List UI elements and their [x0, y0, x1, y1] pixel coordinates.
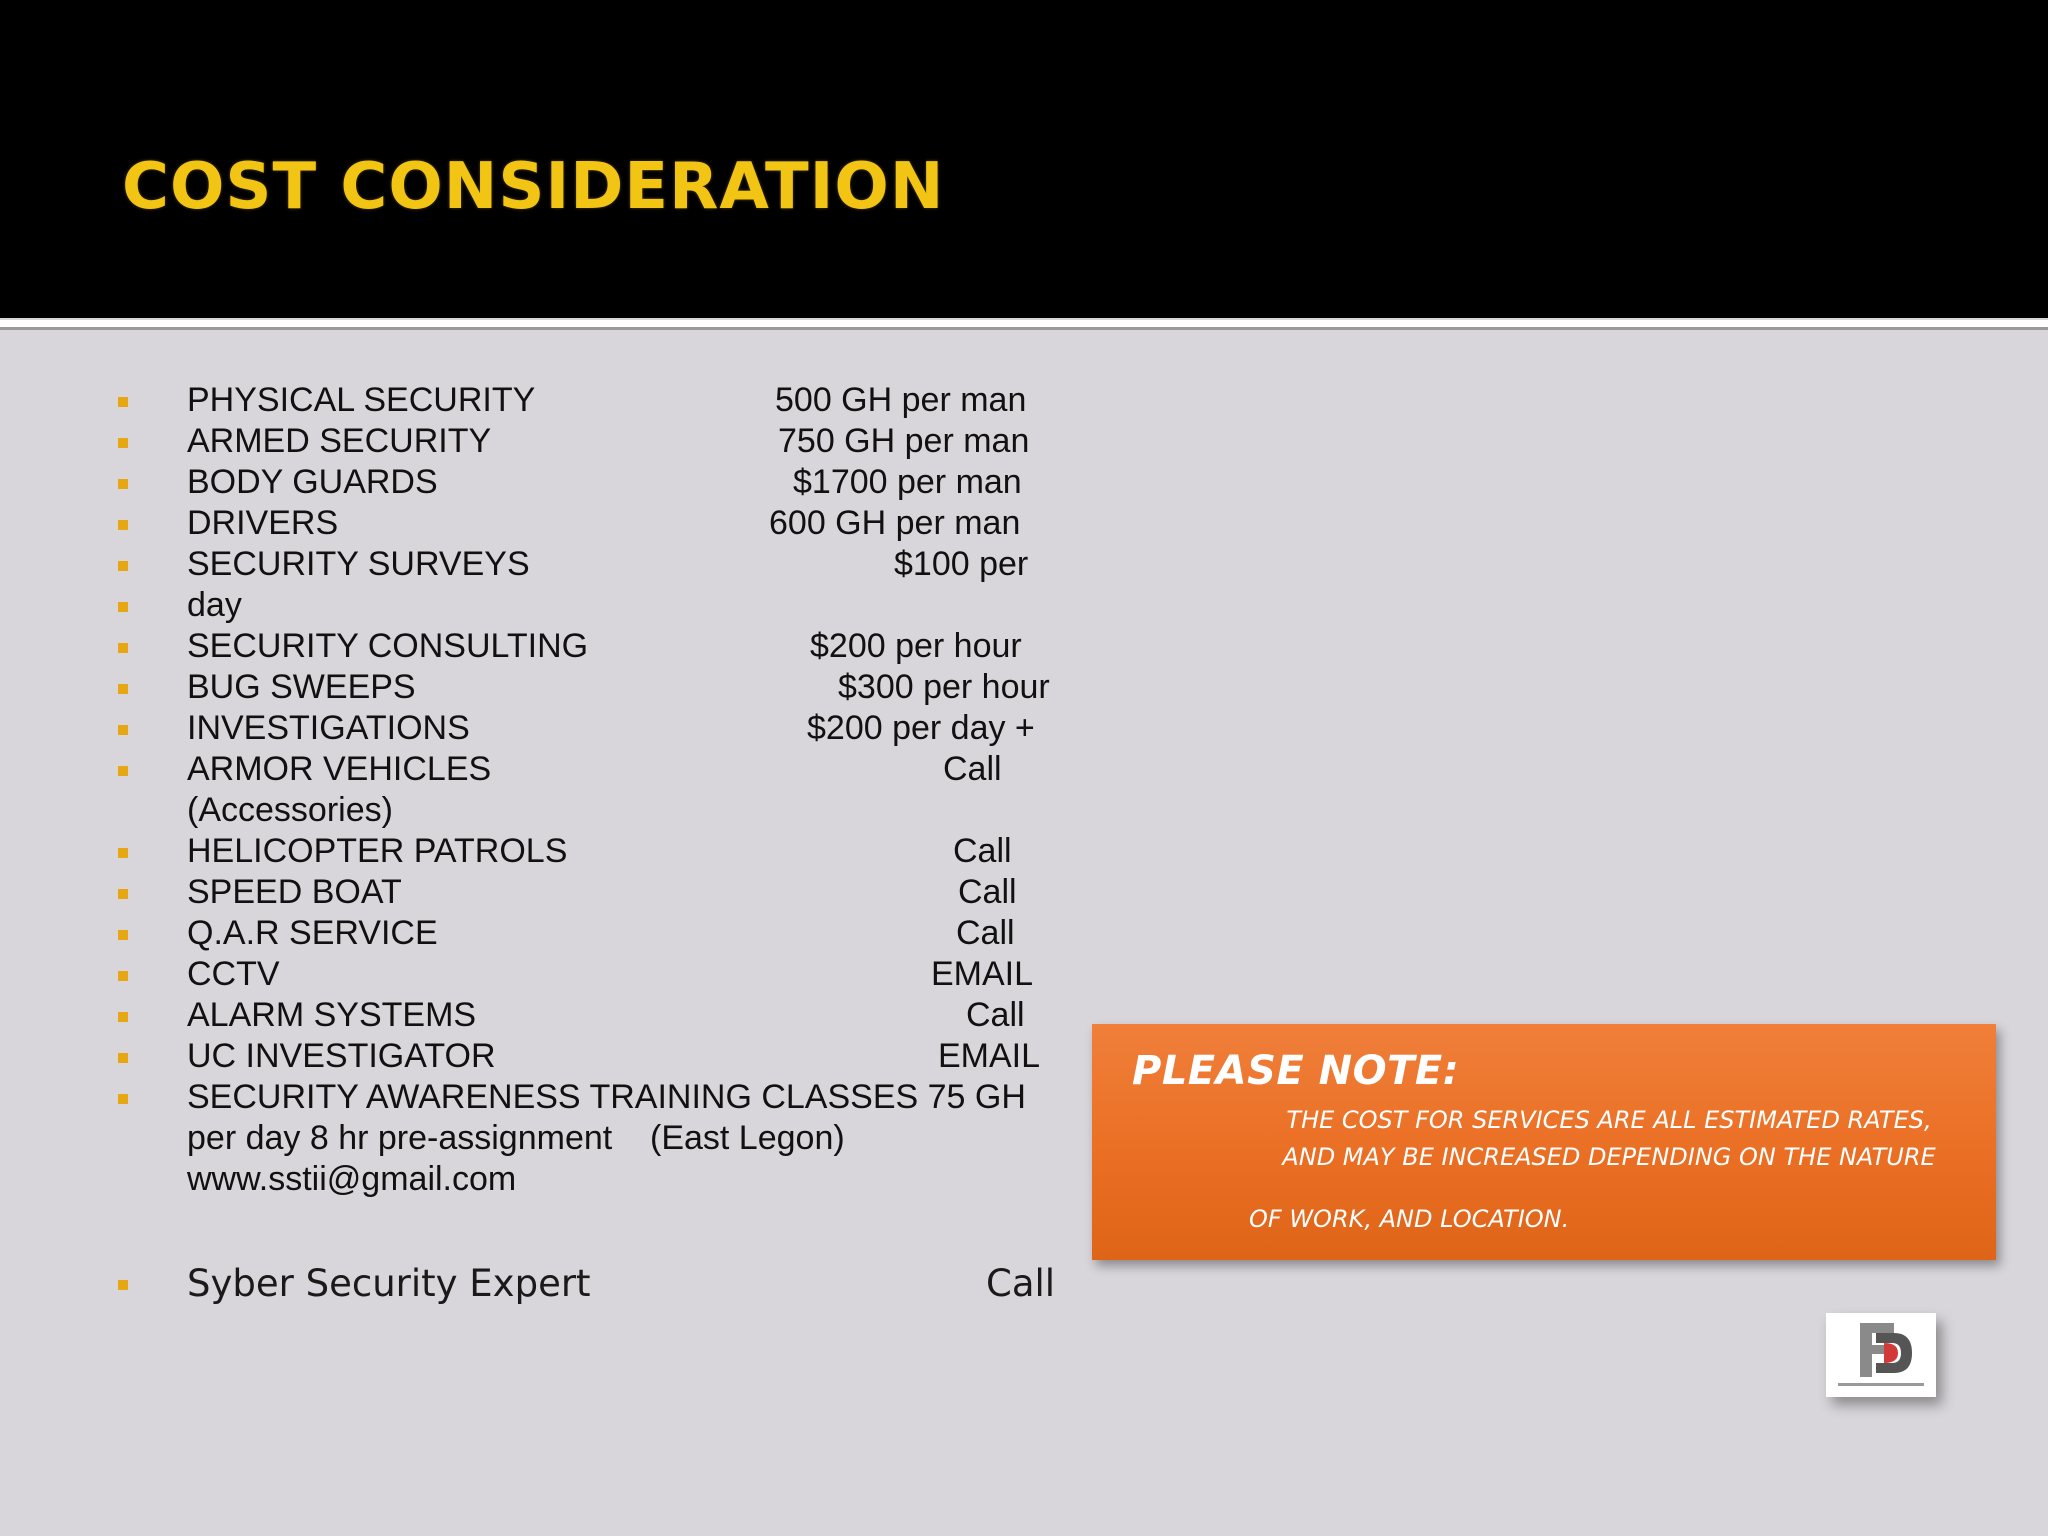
service-name: PHYSICAL SECURITY	[187, 381, 536, 419]
service-name: day	[187, 586, 242, 624]
service-price: EMAIL	[938, 1037, 1041, 1075]
service-name: (Accessories)	[187, 791, 393, 829]
service-name: SECURITY SURVEYS	[187, 545, 530, 583]
service-price: Call	[956, 914, 1015, 952]
service-price: Call	[958, 873, 1017, 911]
bullet-icon	[118, 602, 128, 612]
bullet-icon	[118, 725, 128, 735]
note-line: OF WORK, AND LOCATION.	[1249, 1205, 1570, 1233]
bullet-icon	[118, 561, 128, 571]
bullet-icon	[118, 397, 128, 407]
bullet-icon	[118, 520, 128, 530]
service-price: 600 GH per man	[769, 504, 1021, 542]
service-price: 500 GH per man	[775, 381, 1027, 419]
slide-title: COST CONSIDERATION	[122, 150, 945, 224]
service-name: SECURITY AWARENESS TRAINING CLASSES 75 GH	[187, 1078, 1026, 1116]
service-price: EMAIL	[931, 955, 1034, 993]
note-text	[1249, 1102, 1969, 1238]
service-name: SECURITY CONSULTING	[187, 627, 589, 665]
bullet-icon	[118, 438, 128, 448]
bullet-icon	[118, 1012, 128, 1022]
service-price: $200 per day +	[807, 709, 1035, 747]
service-price: Call	[943, 750, 1002, 788]
service-location: (East Legon)	[650, 1119, 845, 1157]
bullet-icon	[118, 1053, 128, 1063]
service-name: BODY GUARDS	[187, 463, 438, 501]
bullet-icon	[118, 479, 128, 489]
note-line: AND MAY BE INCREASED DEPENDING ON THE NATURE	[1282, 1143, 1936, 1171]
service-price: $1700 per man	[793, 463, 1022, 501]
company-logo	[1826, 1313, 1936, 1397]
service-price: Call	[953, 832, 1012, 870]
service-name: DRIVERS	[187, 504, 339, 542]
note-heading: PLEASE NOTE:	[1132, 1048, 1460, 1094]
bullet-icon	[118, 930, 128, 940]
contact-email: www.sstii@gmail.com	[187, 1160, 517, 1198]
service-name: Q.A.R SERVICE	[187, 914, 438, 952]
service-price-list	[0, 0, 1100, 1400]
service-name: ARMOR VEHICLES	[187, 750, 492, 788]
service-name: INVESTIGATIONS	[187, 709, 470, 747]
service-name: BUG SWEEPS	[187, 668, 416, 706]
service-name: ARMED SECURITY	[187, 422, 492, 460]
bullet-icon	[118, 1280, 128, 1290]
bullet-icon	[118, 889, 128, 899]
bullet-icon	[118, 1094, 128, 1104]
service-price: $200 per hour	[810, 627, 1022, 665]
bullet-icon	[118, 766, 128, 776]
service-name: UC INVESTIGATOR	[187, 1037, 496, 1075]
service-price: $100 per	[894, 545, 1029, 583]
bullet-icon	[118, 684, 128, 694]
please-note-box	[1092, 1024, 1996, 1260]
logo-mark-icon	[1826, 1313, 1936, 1397]
service-name: HELICOPTER PATROLS	[187, 832, 568, 870]
bullet-icon	[118, 643, 128, 653]
service-name: per day 8 hr pre-assignment	[187, 1119, 613, 1157]
bullet-icon	[118, 848, 128, 858]
service-price: $300 per hour	[838, 668, 1050, 706]
service-name: SPEED BOAT	[187, 873, 402, 911]
service-name: Syber Security Expert	[187, 1262, 591, 1305]
bullet-icon	[118, 971, 128, 981]
service-price: Call	[986, 1262, 1056, 1305]
service-name: ALARM SYSTEMS	[187, 996, 477, 1034]
note-line: THE COST FOR SERVICES ARE ALL ESTIMATED RATES,	[1286, 1106, 1932, 1134]
service-price: Call	[966, 996, 1025, 1034]
service-name: CCTV	[187, 955, 280, 993]
service-price: 750 GH per man	[778, 422, 1030, 460]
